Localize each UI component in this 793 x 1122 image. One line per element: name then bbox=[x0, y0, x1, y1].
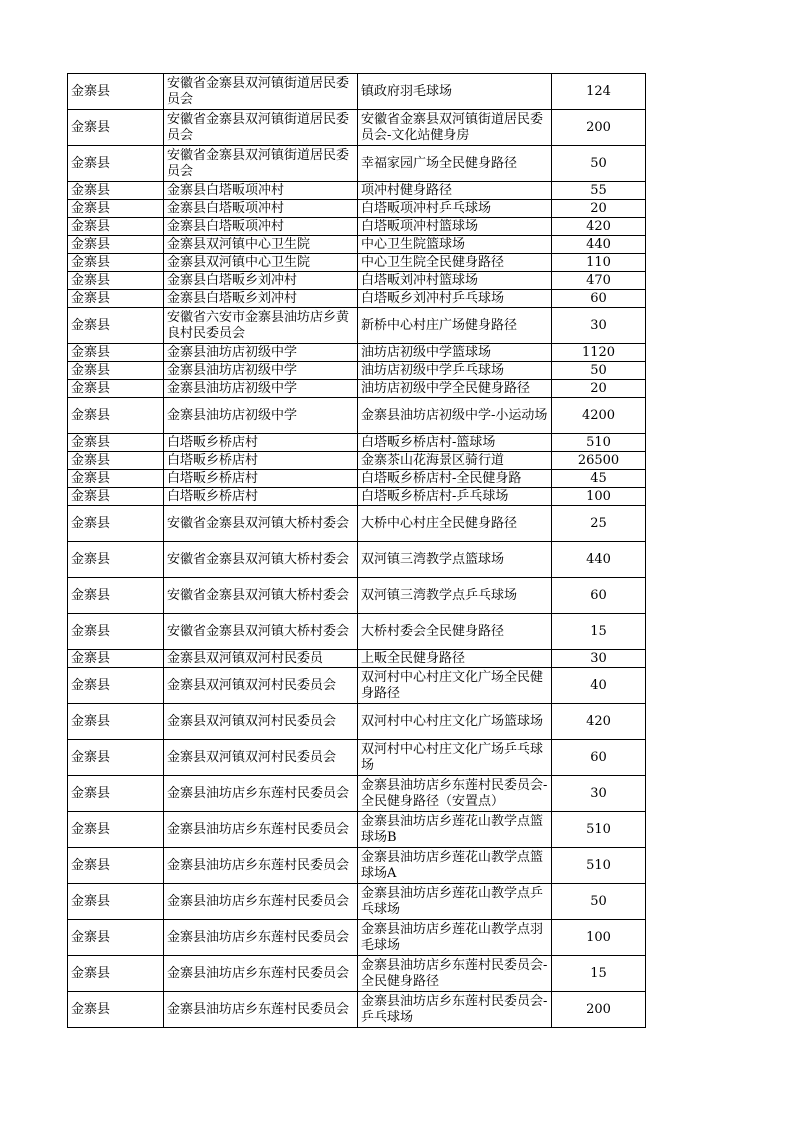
unit-cell: 金寨县油坊店乡东莲村民委员会 bbox=[164, 956, 358, 992]
county-cell: 金寨县 bbox=[68, 272, 164, 290]
table-row bbox=[68, 398, 646, 434]
area-value-cell: 470 bbox=[552, 272, 646, 290]
unit-cell: 安徽省金寨县双河镇大桥村委会 bbox=[164, 506, 358, 542]
facility-cell: 金寨县油坊店乡莲花山教学点篮球场A bbox=[358, 848, 552, 884]
unit-cell: 金寨县油坊店乡东莲村民委员会 bbox=[164, 848, 358, 884]
facility-cell: 金寨县油坊店乡东莲村民委员会-乒乓球场 bbox=[358, 992, 552, 1028]
table-row bbox=[68, 452, 646, 470]
table-row bbox=[68, 992, 646, 1028]
area-value-cell: 15 bbox=[552, 956, 646, 992]
county-cell: 金寨县 bbox=[68, 848, 164, 884]
facility-cell: 油坊店初级中学篮球场 bbox=[358, 344, 552, 362]
unit-cell: 安徽省金寨县双河镇街道居民委员会 bbox=[164, 74, 358, 110]
county-cell: 金寨县 bbox=[68, 956, 164, 992]
unit-cell: 金寨县油坊店初级中学 bbox=[164, 344, 358, 362]
unit-cell: 白塔畈乡桥店村 bbox=[164, 452, 358, 470]
table-row bbox=[68, 956, 646, 992]
area-value-cell: 100 bbox=[552, 920, 646, 956]
area-value-cell: 1120 bbox=[552, 344, 646, 362]
table-row bbox=[68, 578, 646, 614]
table-row bbox=[68, 704, 646, 740]
table-row bbox=[68, 380, 646, 398]
unit-cell: 金寨县油坊店乡东莲村民委员会 bbox=[164, 812, 358, 848]
facility-cell: 幸福家园广场全民健身路径 bbox=[358, 146, 552, 182]
table-row bbox=[68, 290, 646, 308]
area-value-cell: 510 bbox=[552, 434, 646, 452]
county-cell: 金寨县 bbox=[68, 992, 164, 1028]
county-cell: 金寨县 bbox=[68, 506, 164, 542]
area-value-cell: 100 bbox=[552, 488, 646, 506]
county-cell: 金寨县 bbox=[68, 668, 164, 704]
area-value-cell: 30 bbox=[552, 776, 646, 812]
table-row bbox=[68, 668, 646, 704]
county-cell: 金寨县 bbox=[68, 182, 164, 200]
table-row bbox=[68, 776, 646, 812]
county-cell: 金寨县 bbox=[68, 254, 164, 272]
table-row bbox=[68, 200, 646, 218]
area-value-cell: 510 bbox=[552, 848, 646, 884]
county-cell: 金寨县 bbox=[68, 290, 164, 308]
facility-cell: 双河村中心村庄文化广场篮球场 bbox=[358, 704, 552, 740]
facility-table-body bbox=[68, 74, 646, 1028]
unit-cell: 安徽省金寨县双河镇大桥村委会 bbox=[164, 542, 358, 578]
area-value-cell: 50 bbox=[552, 884, 646, 920]
unit-cell: 金寨县双河镇双河村民委员 bbox=[164, 650, 358, 668]
table-row bbox=[68, 740, 646, 776]
county-cell: 金寨县 bbox=[68, 344, 164, 362]
area-value-cell: 50 bbox=[552, 362, 646, 380]
unit-cell: 金寨县油坊店乡东莲村民委员会 bbox=[164, 920, 358, 956]
facility-cell: 白塔畈乡桥店村-乒乓球场 bbox=[358, 488, 552, 506]
county-cell: 金寨县 bbox=[68, 434, 164, 452]
county-cell: 金寨县 bbox=[68, 884, 164, 920]
facility-cell: 安徽省金寨县双河镇街道居民委员会-文化站健身房 bbox=[358, 110, 552, 146]
unit-cell: 金寨县白塔畈项冲村 bbox=[164, 200, 358, 218]
unit-cell: 金寨县双河镇中心卫生院 bbox=[164, 254, 358, 272]
facility-cell: 双河镇三湾教学点乒乓球场 bbox=[358, 578, 552, 614]
county-cell: 金寨县 bbox=[68, 380, 164, 398]
area-value-cell: 26500 bbox=[552, 452, 646, 470]
table-row bbox=[68, 74, 646, 110]
facility-cell: 项冲村健身路径 bbox=[358, 182, 552, 200]
unit-cell: 金寨县油坊店初级中学 bbox=[164, 362, 358, 380]
facility-cell: 油坊店初级中学乒乓球场 bbox=[358, 362, 552, 380]
facility-cell: 白塔畈乡桥店村-篮球场 bbox=[358, 434, 552, 452]
table-row bbox=[68, 182, 646, 200]
table-row bbox=[68, 308, 646, 344]
facility-cell: 金寨县油坊店乡东莲村民委员会-全民健身路径 bbox=[358, 956, 552, 992]
facility-cell: 油坊店初级中学全民健身路径 bbox=[358, 380, 552, 398]
facility-cell: 金寨县油坊店乡莲花山教学点羽毛球场 bbox=[358, 920, 552, 956]
county-cell: 金寨县 bbox=[68, 398, 164, 434]
unit-cell: 金寨县油坊店初级中学 bbox=[164, 380, 358, 398]
area-value-cell: 25 bbox=[552, 506, 646, 542]
unit-cell: 金寨县油坊店乡东莲村民委员会 bbox=[164, 884, 358, 920]
county-cell: 金寨县 bbox=[68, 776, 164, 812]
facility-cell: 大桥村委会全民健身路径 bbox=[358, 614, 552, 650]
table-row bbox=[68, 344, 646, 362]
table-row bbox=[68, 434, 646, 452]
area-value-cell: 440 bbox=[552, 542, 646, 578]
facility-cell: 白塔畈项冲村乒乓球场 bbox=[358, 200, 552, 218]
county-cell: 金寨县 bbox=[68, 470, 164, 488]
area-value-cell: 55 bbox=[552, 182, 646, 200]
table-row bbox=[68, 272, 646, 290]
unit-cell: 白塔畈乡桥店村 bbox=[164, 470, 358, 488]
county-cell: 金寨县 bbox=[68, 362, 164, 380]
county-cell: 金寨县 bbox=[68, 704, 164, 740]
unit-cell: 安徽省金寨县双河镇街道居民委员会 bbox=[164, 146, 358, 182]
facility-cell: 金寨县油坊店初级中学-小运动场 bbox=[358, 398, 552, 434]
county-cell: 金寨县 bbox=[68, 650, 164, 668]
table-row bbox=[68, 254, 646, 272]
county-cell: 金寨县 bbox=[68, 542, 164, 578]
facility-cell: 双河村中心村庄文化广场乒乓球场 bbox=[358, 740, 552, 776]
county-cell: 金寨县 bbox=[68, 74, 164, 110]
facility-cell: 中心卫生院篮球场 bbox=[358, 236, 552, 254]
facility-cell: 金寨县油坊店乡莲花山教学点乒乓球场 bbox=[358, 884, 552, 920]
area-value-cell: 20 bbox=[552, 200, 646, 218]
facility-cell: 上畈全民健身路径 bbox=[358, 650, 552, 668]
facility-cell: 白塔畈项冲村篮球场 bbox=[358, 218, 552, 236]
facility-cell: 白塔畈刘冲村篮球场 bbox=[358, 272, 552, 290]
facility-cell: 金寨茶山花海景区骑行道 bbox=[358, 452, 552, 470]
unit-cell: 金寨县白塔畈项冲村 bbox=[164, 182, 358, 200]
area-value-cell: 200 bbox=[552, 110, 646, 146]
unit-cell: 白塔畈乡桥店村 bbox=[164, 488, 358, 506]
facility-cell: 大桥中心村庄全民健身路径 bbox=[358, 506, 552, 542]
county-cell: 金寨县 bbox=[68, 920, 164, 956]
table-row bbox=[68, 542, 646, 578]
county-cell: 金寨县 bbox=[68, 452, 164, 470]
county-cell: 金寨县 bbox=[68, 200, 164, 218]
county-cell: 金寨县 bbox=[68, 740, 164, 776]
unit-cell: 安徽省金寨县双河镇大桥村委会 bbox=[164, 578, 358, 614]
area-value-cell: 110 bbox=[552, 254, 646, 272]
facility-cell: 白塔畈乡刘冲村乒乓球场 bbox=[358, 290, 552, 308]
unit-cell: 金寨县油坊店乡东莲村民委员会 bbox=[164, 992, 358, 1028]
unit-cell: 安徽省金寨县双河镇大桥村委会 bbox=[164, 614, 358, 650]
table-row bbox=[68, 812, 646, 848]
county-cell: 金寨县 bbox=[68, 308, 164, 344]
county-cell: 金寨县 bbox=[68, 812, 164, 848]
facility-cell: 镇政府羽毛球场 bbox=[358, 74, 552, 110]
unit-cell: 金寨县双河镇双河村民委员会 bbox=[164, 704, 358, 740]
unit-cell: 金寨县油坊店初级中学 bbox=[164, 398, 358, 434]
table-row bbox=[68, 614, 646, 650]
table-row bbox=[68, 488, 646, 506]
unit-cell: 金寨县白塔畈乡刘冲村 bbox=[164, 272, 358, 290]
area-value-cell: 60 bbox=[552, 740, 646, 776]
area-value-cell: 30 bbox=[552, 650, 646, 668]
table-row bbox=[68, 650, 646, 668]
table-row bbox=[68, 884, 646, 920]
table-row bbox=[68, 470, 646, 488]
county-cell: 金寨县 bbox=[68, 236, 164, 254]
unit-cell: 金寨县双河镇双河村民委员会 bbox=[164, 740, 358, 776]
area-value-cell: 420 bbox=[552, 218, 646, 236]
area-value-cell: 50 bbox=[552, 146, 646, 182]
unit-cell: 金寨县白塔畈项冲村 bbox=[164, 218, 358, 236]
area-value-cell: 60 bbox=[552, 290, 646, 308]
area-value-cell: 4200 bbox=[552, 398, 646, 434]
facility-cell: 双河村中心村庄文化广场全民健身路径 bbox=[358, 668, 552, 704]
unit-cell: 金寨县双河镇中心卫生院 bbox=[164, 236, 358, 254]
table-row bbox=[68, 218, 646, 236]
area-value-cell: 420 bbox=[552, 704, 646, 740]
unit-cell: 金寨县白塔畈乡刘冲村 bbox=[164, 290, 358, 308]
county-cell: 金寨县 bbox=[68, 218, 164, 236]
table-row bbox=[68, 110, 646, 146]
table-row bbox=[68, 362, 646, 380]
area-value-cell: 60 bbox=[552, 578, 646, 614]
county-cell: 金寨县 bbox=[68, 146, 164, 182]
unit-cell: 金寨县双河镇双河村民委员会 bbox=[164, 668, 358, 704]
table-row bbox=[68, 848, 646, 884]
table-row bbox=[68, 506, 646, 542]
facility-cell: 白塔畈乡桥店村-全民健身路 bbox=[358, 470, 552, 488]
table-row bbox=[68, 920, 646, 956]
area-value-cell: 30 bbox=[552, 308, 646, 344]
county-cell: 金寨县 bbox=[68, 578, 164, 614]
area-value-cell: 45 bbox=[552, 470, 646, 488]
area-value-cell: 200 bbox=[552, 992, 646, 1028]
area-value-cell: 15 bbox=[552, 614, 646, 650]
area-value-cell: 40 bbox=[552, 668, 646, 704]
facility-cell: 双河镇三湾教学点篮球场 bbox=[358, 542, 552, 578]
area-value-cell: 510 bbox=[552, 812, 646, 848]
unit-cell: 白塔畈乡桥店村 bbox=[164, 434, 358, 452]
unit-cell: 安徽省六安市金寨县油坊店乡黄良村民委员会 bbox=[164, 308, 358, 344]
area-value-cell: 20 bbox=[552, 380, 646, 398]
facility-table bbox=[67, 73, 646, 1028]
table-row bbox=[68, 236, 646, 254]
county-cell: 金寨县 bbox=[68, 488, 164, 506]
unit-cell: 金寨县油坊店乡东莲村民委员会 bbox=[164, 776, 358, 812]
facility-cell: 中心卫生院全民健身路径 bbox=[358, 254, 552, 272]
table-row bbox=[68, 146, 646, 182]
facility-cell: 金寨县油坊店乡莲花山教学点篮球场B bbox=[358, 812, 552, 848]
area-value-cell: 440 bbox=[552, 236, 646, 254]
area-value-cell: 124 bbox=[552, 74, 646, 110]
unit-cell: 安徽省金寨县双河镇街道居民委员会 bbox=[164, 110, 358, 146]
county-cell: 金寨县 bbox=[68, 614, 164, 650]
facility-cell: 新桥中心村庄广场健身路径 bbox=[358, 308, 552, 344]
county-cell: 金寨县 bbox=[68, 110, 164, 146]
facility-cell: 金寨县油坊店乡东莲村民委员会-全民健身路径（安置点） bbox=[358, 776, 552, 812]
